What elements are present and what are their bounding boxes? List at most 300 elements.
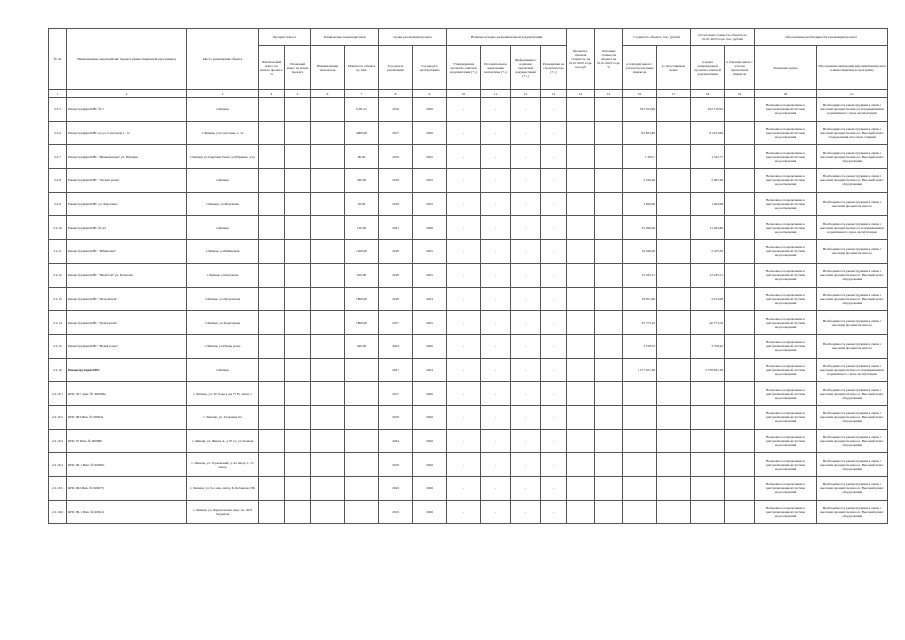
remain-current-cell xyxy=(725,334,755,358)
power-cell: 150,00 xyxy=(345,216,379,240)
actual-wear-header: Фактический износ на начало проекта, % xyxy=(259,46,285,90)
goal-cell: Возможное подключение к централизованной системе водоотведения xyxy=(755,263,817,287)
cost-current-cell xyxy=(623,500,657,524)
start-year-cell: 2021 xyxy=(379,358,413,382)
cost-current-cell: 1 177 421,36 xyxy=(623,358,657,382)
remain-psd-cell xyxy=(691,477,725,501)
cost-group-header: Стоимость объекта, тыс. рублей xyxy=(623,29,691,46)
actual-wear-cell xyxy=(259,287,285,311)
reason-cell: Необходимость реконструкции в связи с высоким процентом износа и превышением нормативного срока эксплуатации xyxy=(817,98,888,122)
end-year-cell: 2026 xyxy=(413,334,447,358)
doc-d-cell: - xyxy=(541,429,567,453)
doc-a-cell: - xyxy=(447,216,481,240)
indicator-cell xyxy=(311,240,345,264)
doc-b-cell: - xyxy=(481,334,511,358)
start-year-cell: 2019 xyxy=(379,453,413,477)
end-year-cell: 2025 xyxy=(413,311,447,335)
row-place-cell: г.Липецк xyxy=(187,169,259,193)
remain-current-cell xyxy=(725,311,755,335)
remain-psd-cell: 4 153,98 xyxy=(691,287,725,311)
indicator-cell xyxy=(311,98,345,122)
psd-cost-cell xyxy=(567,145,595,169)
progress-cell xyxy=(595,405,623,429)
reason-cell: Необходимость реконструкции в связи с высоким процентом износа xyxy=(817,192,888,216)
cost-comparable-cell xyxy=(657,334,691,358)
doc-a-cell: - xyxy=(447,382,481,406)
actual-wear-cell xyxy=(259,382,285,406)
reason-cell: Необходимость реконструкции в связи с высоким процентом износа. Высокий износ оборудования xyxy=(817,477,888,501)
row-id-cell: 2.2.16 xyxy=(49,358,67,382)
cost-comparable-cell xyxy=(657,169,691,193)
column-number: 4 xyxy=(259,90,285,98)
row-id-cell: 2.2.11 xyxy=(49,240,67,264)
reason-header: Обоснование включения мероприятия/проекта в инвестиционную программу xyxy=(817,46,888,90)
start-year-cell: 2017 xyxy=(379,382,413,406)
remain-psd-cell xyxy=(691,382,725,406)
planned-wear-cell xyxy=(285,263,311,287)
doc-d-cell: - xyxy=(541,216,567,240)
actual-wear-cell xyxy=(259,263,285,287)
doc-d-cell: - xyxy=(541,287,567,311)
row-id-cell: 2.2.16.3 xyxy=(49,429,67,453)
doc-c-cell: - xyxy=(511,311,541,335)
psd-cost-cell xyxy=(567,429,595,453)
remain-psd-header: в ценах утвержденной проектно-сметной документации xyxy=(691,46,725,90)
doc-a-cell: - xyxy=(447,263,481,287)
doc-d-cell: - xyxy=(541,334,567,358)
cost-comparable-cell xyxy=(657,500,691,524)
planned-wear-cell xyxy=(285,453,311,477)
goal-cell: Возможное подключение к централизованной системе водоотведения xyxy=(755,358,817,382)
end-year-cell: 2026 xyxy=(413,98,447,122)
indicator-cell xyxy=(311,263,345,287)
psd-cost-header: Проектно-сметная стоимость на 01.01.2025 года, тыс.руб xyxy=(567,29,595,90)
reason-cell: Необходимость реконструкции в связи с высоким процентом износа и превышением нормативного срока эксплуатации xyxy=(817,358,888,382)
doc-d-cell: - xyxy=(541,500,567,524)
planned-wear-cell xyxy=(285,334,311,358)
tech-group-header: Технические характеристики xyxy=(311,29,379,46)
start-year-cell: 2019 xyxy=(379,240,413,264)
power-cell xyxy=(345,405,379,429)
table-row xyxy=(49,263,888,287)
cost-current-cell: 65 823,89 xyxy=(623,121,657,145)
cost-comparable-cell xyxy=(657,121,691,145)
cost-current-cell: 35 773,10 xyxy=(623,311,657,335)
deadlines-group-header: Сроки реализации проекта xyxy=(379,29,447,46)
goal-cell: Возможное подключение к централизованной системе водоотведения xyxy=(755,287,817,311)
progress-header: Освоение стоимости объекта на 01.01.2025 года, % xyxy=(595,29,623,90)
goal-cell: Возможное подключение к централизованной системе водоотведения xyxy=(755,121,817,145)
psd-cost-cell xyxy=(567,121,595,145)
doc-b-cell: - xyxy=(481,121,511,145)
planned-wear-cell xyxy=(285,477,311,501)
start-year-cell: 2021 xyxy=(379,216,413,240)
power-cell: 426,00 xyxy=(345,334,379,358)
actual-wear-cell xyxy=(259,145,285,169)
doc-b-cell: - xyxy=(481,263,511,287)
row-place-cell: г.Липецк, ул.Ферсмана xyxy=(187,192,259,216)
reason-cell: Необходимость реконструкции в связи с высоким процентом износа xyxy=(817,334,888,358)
row-place-cell: г.Липецк, ул.Советская, 1, 1а xyxy=(187,121,259,145)
justification-group-header: Обоснование необходимости реализации проекта xyxy=(755,29,888,46)
row-name-cell: Реконструкция КНС "Тракторная" xyxy=(67,311,187,335)
row-name-cell: КНС 99-1 Инв. № 900211 xyxy=(67,500,187,524)
cost-comparable-header: в сопоставимых ценах xyxy=(657,46,691,90)
doc-b-header: Положительное заключение экспертизы (+/-) xyxy=(481,46,511,90)
row-name-cell: КНС 97 Инв. № 900986 xyxy=(67,429,187,453)
doc-c-cell: - xyxy=(511,240,541,264)
remain-current-cell xyxy=(725,216,755,240)
progress-cell xyxy=(595,98,623,122)
column-number: 13 xyxy=(541,90,567,98)
table-row xyxy=(49,287,888,311)
column-number: 2 xyxy=(67,90,187,98)
doc-b-cell: - xyxy=(481,405,511,429)
indicator-cell xyxy=(311,477,345,501)
remain-current-cell xyxy=(725,382,755,406)
end-year-cell: 2025 xyxy=(413,263,447,287)
row-place-cell: г.Липецк, ул.Катукова xyxy=(187,263,259,287)
remain-psd-cell: 8 161,049 xyxy=(691,121,725,145)
remain-group-header: Остаточная стоимость объекта на 01.01.2025 года, тыс. рублей xyxy=(691,29,755,46)
doc-c-cell: - xyxy=(511,287,541,311)
row-place-cell: г.Липецк xyxy=(187,98,259,122)
remain-psd-cell: 2 378 821,36 xyxy=(691,358,725,382)
doc-a-cell: - xyxy=(447,121,481,145)
actual-wear-cell xyxy=(259,358,285,382)
doc-d-cell: - xyxy=(541,263,567,287)
doc-d-cell: - xyxy=(541,121,567,145)
psd-cost-cell xyxy=(567,500,595,524)
row-id-cell: 2.2.16.6 xyxy=(49,500,67,524)
cost-current-cell xyxy=(623,382,657,406)
row-name-cell: Реконструкция КНС № 44 xyxy=(67,216,187,240)
planned-wear-cell xyxy=(285,311,311,335)
doc-b-cell: - xyxy=(481,192,511,216)
row-id-cell: 2.2.16.4 xyxy=(49,453,67,477)
row-place-cell: г.Липецк, ул.Петровская xyxy=(187,287,259,311)
row-name-cell: Реконструкция КНС xyxy=(67,358,187,382)
actual-wear-cell xyxy=(259,477,285,501)
indicator-cell xyxy=(311,500,345,524)
doc-a-cell: - xyxy=(447,500,481,524)
column-number: 18 xyxy=(691,90,725,98)
goal-cell: Возможное подключение к централизованной системе водоотведения xyxy=(755,145,817,169)
end-year-cell: 2026 xyxy=(413,453,447,477)
remain-psd-cell: 12 435,51 xyxy=(691,263,725,287)
cost-comparable-cell xyxy=(657,98,691,122)
psd-cost-cell xyxy=(567,453,595,477)
cost-comparable-cell xyxy=(657,405,691,429)
goal-cell: Возможное подключение к централизованной системе водоотведения xyxy=(755,240,817,264)
goal-cell: Возможное подключение к централизованной системе водоотведения xyxy=(755,169,817,193)
end-year-cell: 2025 xyxy=(413,169,447,193)
indicator-cell xyxy=(311,429,345,453)
indicator-cell xyxy=(311,169,345,193)
doc-b-cell: - xyxy=(481,287,511,311)
doc-a-cell: - xyxy=(447,453,481,477)
psd-cost-cell xyxy=(567,98,595,122)
row-id-cell: 2.2.12 xyxy=(49,263,67,287)
actual-wear-cell xyxy=(259,98,285,122)
column-number: 17 xyxy=(657,90,691,98)
doc-d-cell: - xyxy=(541,311,567,335)
indicator-cell xyxy=(311,311,345,335)
progress-cell xyxy=(595,382,623,406)
cost-current-cell xyxy=(623,429,657,453)
doc-c-cell: - xyxy=(511,500,541,524)
cost-comparable-cell xyxy=(657,287,691,311)
row-place-cell: г. Липецк, ул. 40 Годы к дм 77 В, литер 1 xyxy=(187,382,259,406)
cost-current-header: в текущих ценах с учетом прогнозных индексов xyxy=(623,46,657,90)
row-place-cell: г.Липецк xyxy=(187,358,259,382)
power-cell xyxy=(345,358,379,382)
doc-a-cell: - xyxy=(447,358,481,382)
doc-a-cell: - xyxy=(447,287,481,311)
column-number: 10 xyxy=(447,90,481,98)
col-name-header: Наименование мероприятия/ проекта (инвестиционной программы) xyxy=(67,29,187,90)
end-year-cell: 2026 xyxy=(413,121,447,145)
table-row xyxy=(49,453,888,477)
planned-wear-cell xyxy=(285,192,311,216)
progress-cell xyxy=(595,145,623,169)
row-name-cell: Реконструкция КНС "Рябиновая" xyxy=(67,240,187,264)
doc-c-cell: - xyxy=(511,121,541,145)
remain-psd-cell xyxy=(691,429,725,453)
planned-wear-cell xyxy=(285,240,311,264)
table-row xyxy=(49,216,888,240)
end-year-cell: 2026 xyxy=(413,477,447,501)
row-name-cell: Реконструкция КНС на ул. Советская 1, 1а xyxy=(67,121,187,145)
row-name-cell: Реконструкция КНС № 7 xyxy=(67,98,187,122)
column-number: 21 xyxy=(817,90,888,98)
column-number: 3 xyxy=(187,90,259,98)
row-name-cell: КНС 96-1 Инв. № 900061 xyxy=(67,453,187,477)
end-year-cell: 2025 xyxy=(413,145,447,169)
doc-d-cell: - xyxy=(541,453,567,477)
table-row xyxy=(49,429,888,453)
remain-psd-cell: 40 773,54 xyxy=(691,311,725,335)
start-year-cell: 2019 xyxy=(379,405,413,429)
col-place-header: Место размещения объекта xyxy=(187,29,259,90)
cost-current-cell: 35 296,06 xyxy=(623,216,657,240)
cost-current-cell: 1 260,96 xyxy=(623,192,657,216)
remain-psd-cell xyxy=(691,500,725,524)
goal-cell: Возможное подключение к централизованной системе водоотведения xyxy=(755,429,817,453)
indicator-cell xyxy=(311,216,345,240)
doc-c-cell: - xyxy=(511,453,541,477)
indicator-cell xyxy=(311,145,345,169)
indicator-cell xyxy=(311,121,345,145)
power-cell: 92,00 xyxy=(345,192,379,216)
table-row xyxy=(49,477,888,501)
psd-cost-cell xyxy=(567,358,595,382)
progress-cell xyxy=(595,216,623,240)
row-id-cell: 2.2.5 xyxy=(49,98,67,122)
cost-current-cell: 15 435,51 xyxy=(623,263,657,287)
planned-wear-cell xyxy=(285,405,311,429)
power-cell: 1200,00 xyxy=(345,240,379,264)
cost-comparable-cell xyxy=(657,429,691,453)
doc-c-cell: - xyxy=(511,216,541,240)
indicator-cell xyxy=(311,382,345,406)
actual-wear-cell xyxy=(259,169,285,193)
power-cell: 4000,00 xyxy=(345,121,379,145)
psd-cost-cell xyxy=(567,240,595,264)
remain-current-cell xyxy=(725,98,755,122)
row-id-cell: 2.2.16.2 xyxy=(49,405,67,429)
doc-c-cell: - xyxy=(511,334,541,358)
goal-cell: Возможное подключение к централизованной системе водоотведения xyxy=(755,192,817,216)
actual-wear-cell xyxy=(259,121,285,145)
row-id-cell: 2.2.8 xyxy=(49,169,67,193)
row-place-cell: г. Липецк, ул. Фрунзенская, выд. 4а, ЛОЗ Задонная xyxy=(187,500,259,524)
indicator-cell xyxy=(311,287,345,311)
row-name-cell: КНС 962 Инв. № 900070 xyxy=(67,477,187,501)
column-number: 7 xyxy=(345,90,379,98)
planned-wear-cell xyxy=(285,429,311,453)
cost-comparable-cell xyxy=(657,192,691,216)
power-header: Мощность объекта ед. изм. xyxy=(345,46,379,90)
cost-comparable-cell xyxy=(657,311,691,335)
start-year-cell: 2024 xyxy=(379,334,413,358)
remain-psd-cell: 2 481,69 xyxy=(691,169,725,193)
progress-cell xyxy=(595,334,623,358)
cost-comparable-cell xyxy=(657,358,691,382)
start-year-cell: 2019 xyxy=(379,192,413,216)
remain-current-cell xyxy=(725,121,755,145)
column-number: 14 xyxy=(567,90,595,98)
column-number: 9 xyxy=(413,90,447,98)
reason-cell: Необходимость реконструкции в связи с высоким процентом износа. Высокий износ оборудования xyxy=(817,263,888,287)
planned-wear-cell xyxy=(285,287,311,311)
indicator-header: Наименование показателя xyxy=(311,46,345,90)
actual-wear-cell xyxy=(259,500,285,524)
planned-wear-cell xyxy=(285,358,311,382)
doc-d-cell: - xyxy=(541,169,567,193)
doc-a-cell: - xyxy=(447,477,481,501)
table-row xyxy=(49,169,888,193)
row-id-cell: 2.2.9 xyxy=(49,192,67,216)
start-year-cell: 2017 xyxy=(379,311,413,335)
indicator-cell xyxy=(311,192,345,216)
reason-cell: Необходимость реконструкции в связи с высоким процентом износа и превышением нормативного срока эксплуатации xyxy=(817,216,888,240)
row-name-cell: КНС 50+ ориг. № 300000к xyxy=(67,382,187,406)
table-row xyxy=(49,98,888,122)
doc-c-cell: - xyxy=(511,405,541,429)
doc-a-cell: - xyxy=(447,334,481,358)
goal-cell: Возможное подключение к централизованной системе водоотведения xyxy=(755,477,817,501)
row-place-cell: г.Липецк xyxy=(187,216,259,240)
remain-psd-cell xyxy=(691,405,725,429)
remain-psd-cell: 2 105,36 xyxy=(691,240,725,264)
cost-comparable-cell xyxy=(657,477,691,501)
remain-current-cell xyxy=(725,145,755,169)
table-row xyxy=(49,500,888,524)
end-year-cell: 2025 xyxy=(413,240,447,264)
remain-current-cell xyxy=(725,169,755,193)
start-year-cell: 2017 xyxy=(379,121,413,145)
row-place-cell: г. Липецк, ул. Жкова А, д.70 1а, ул.Зеленая xyxy=(187,429,259,453)
column-number: 15 xyxy=(595,90,623,98)
row-id-cell: 2.2.10 xyxy=(49,216,67,240)
doc-c-cell: - xyxy=(511,192,541,216)
psd-cost-cell xyxy=(567,477,595,501)
doc-d-header: Разрешение на строительство (+/-) xyxy=(541,46,567,90)
remain-current-cell xyxy=(725,287,755,311)
goal-cell: Возможное подключение к централизованной системе водоотведения xyxy=(755,311,817,335)
end-year-header: Год ввода в эксплуатацию xyxy=(413,46,447,90)
cost-current-cell: 3 330,46 xyxy=(623,169,657,193)
power-cell xyxy=(345,453,379,477)
remain-current-cell xyxy=(725,263,755,287)
row-id-cell: 2.2.16.1 xyxy=(49,382,67,406)
actual-wear-cell xyxy=(259,334,285,358)
power-cell: 60,00 xyxy=(345,145,379,169)
actual-wear-cell xyxy=(259,240,285,264)
table-row xyxy=(49,121,888,145)
investment-table xyxy=(48,28,888,524)
reason-cell: Необходимость реконструкции в связи с высоким процентом износа. Высокий износ оборудования xyxy=(817,382,888,406)
actual-wear-cell xyxy=(259,405,285,429)
row-name-cell: Реконструкция КНС "Шокшинская" ул. Юркина xyxy=(67,145,187,169)
doc-c-cell: - xyxy=(511,263,541,287)
doc-a-cell: - xyxy=(447,192,481,216)
doc-b-cell: - xyxy=(481,477,511,501)
end-year-cell: 2026 xyxy=(413,382,447,406)
table-row xyxy=(49,382,888,406)
start-year-cell: 2019 xyxy=(379,145,413,169)
remain-current-cell xyxy=(725,358,755,382)
column-number: 12 xyxy=(511,90,541,98)
reason-cell: Необходимость реконструкции в связи с высоким процентом износа. Высокий износ оборудования xyxy=(817,145,888,169)
row-name-cell: Реконструкция КНС "Шой бой" ул. Катукова xyxy=(67,263,187,287)
doc-b-cell: - xyxy=(481,311,511,335)
doc-b-cell: - xyxy=(481,429,511,453)
reason-cell: Необходимость реконструкции в связи с высоким процентом износа xyxy=(817,240,888,264)
progress-cell xyxy=(595,192,623,216)
doc-c-cell: - xyxy=(511,358,541,382)
doc-a-cell: - xyxy=(447,145,481,169)
goal-cell: Возможное подключение к централизованной системе водоотведения xyxy=(755,382,817,406)
goal-cell: Возможное подключение к централизованной системе водоотведения xyxy=(755,98,817,122)
investment-program-sheet xyxy=(48,28,886,524)
planned-wear-cell xyxy=(285,169,311,193)
doc-c-cell: - xyxy=(511,145,541,169)
doc-a-cell: - xyxy=(447,311,481,335)
remain-psd-cell: 1 264,98 xyxy=(691,192,725,216)
doc-b-cell: - xyxy=(481,216,511,240)
column-number: 16 xyxy=(623,90,657,98)
remain-current-header: в текущих ценах с учетом прогнозных индексов xyxy=(725,46,755,90)
doc-d-cell: - xyxy=(541,98,567,122)
column-number: 19 xyxy=(725,90,755,98)
start-year-cell: 2019 xyxy=(379,263,413,287)
planned-wear-cell xyxy=(285,216,311,240)
start-year-cell: 2019 xyxy=(379,169,413,193)
power-cell xyxy=(345,500,379,524)
column-number: 20 xyxy=(755,90,817,98)
row-name-cell: Реконструкция КНС "Лесная роща" xyxy=(67,169,187,193)
cost-current-cell: 552 553,96 xyxy=(623,98,657,122)
psd-cost-cell xyxy=(567,263,595,287)
progress-cell xyxy=(595,263,623,287)
reason-cell: Необходимость реконструкции в связи с высоким процентом износа. Высокий износ оборудования xyxy=(817,453,888,477)
goal-cell: Возможное подключение к централизованной системе водоотведения xyxy=(755,453,817,477)
doc-c-cell: - xyxy=(511,429,541,453)
remain-current-cell xyxy=(725,500,755,524)
cost-current-cell xyxy=(623,477,657,501)
